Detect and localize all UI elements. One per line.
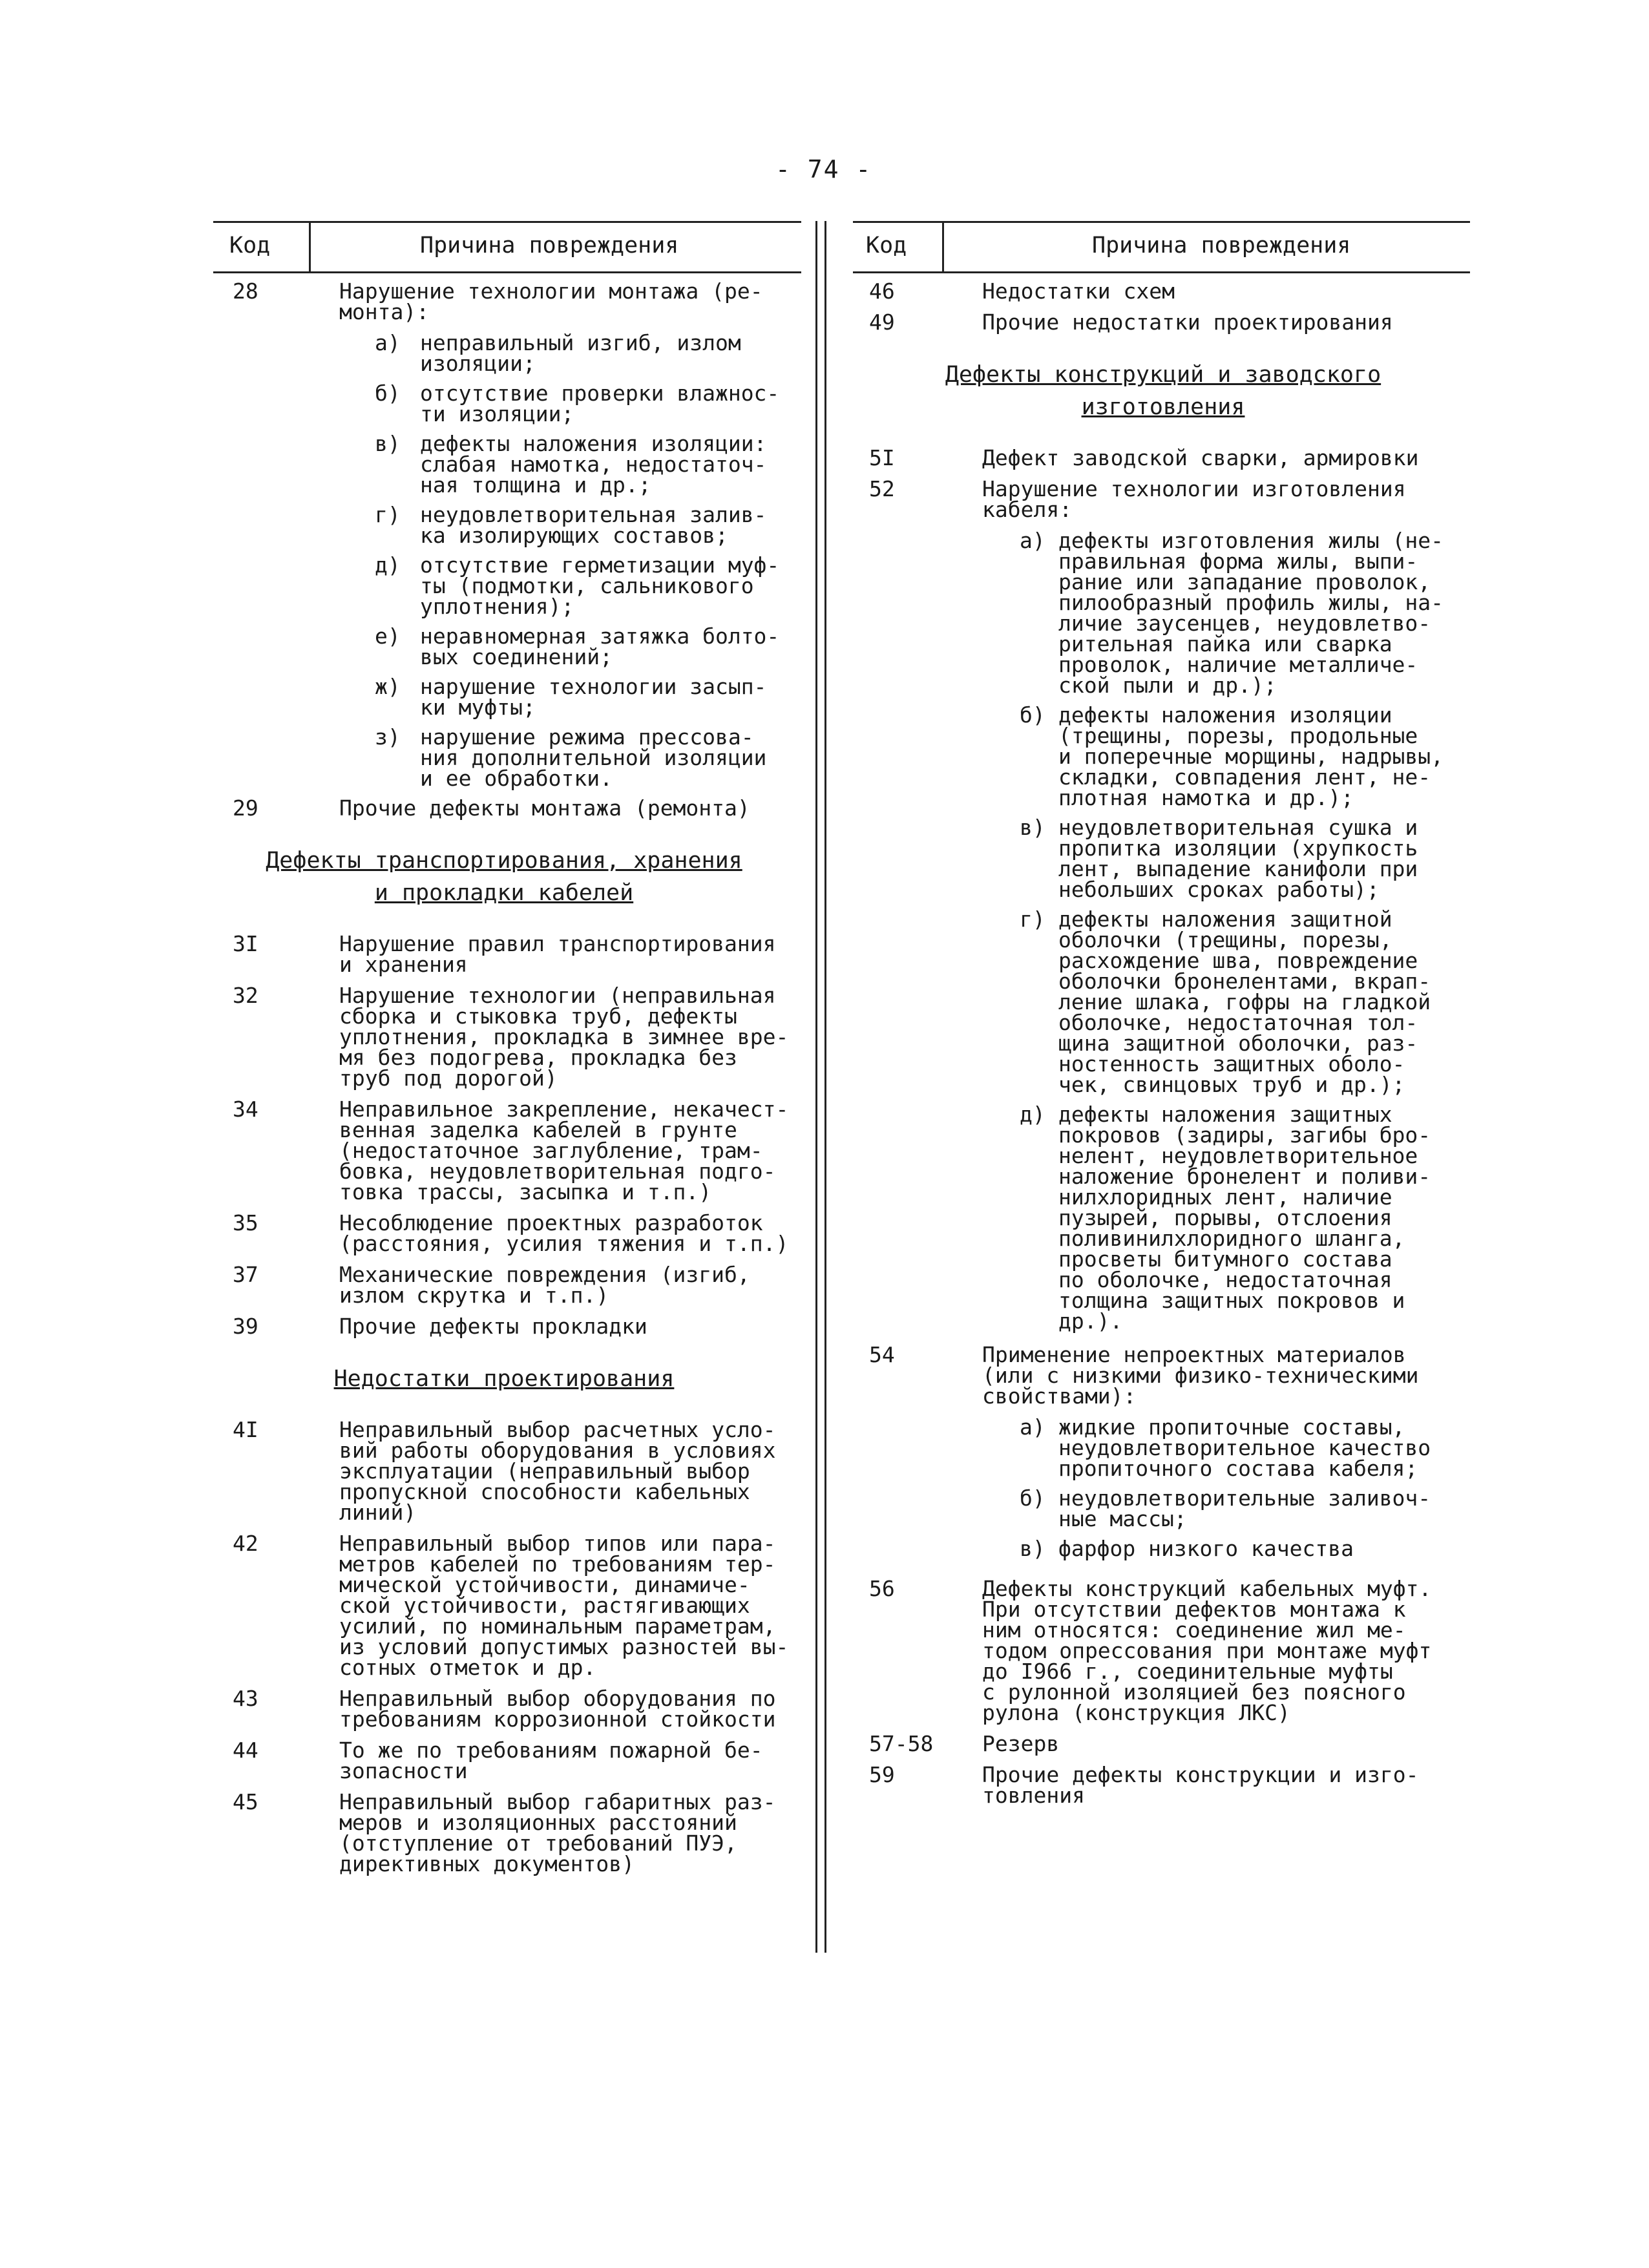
list-item	[853, 817, 1473, 900]
item-mark: б)	[375, 381, 401, 406]
row-text: То же по требованиям пожарной бе- зопасности	[339, 1738, 763, 1783]
page-number: - 74 -	[775, 155, 872, 184]
item-mark: а)	[375, 330, 401, 355]
list-item	[853, 1414, 1473, 1481]
table-row	[213, 1210, 795, 1256]
section-heading-design: Недостатки проектирования	[333, 1366, 675, 1392]
row-code: 28	[233, 278, 258, 304]
row-text: Прочие дефекты монтажа (ремонта)	[339, 795, 750, 821]
header-code-left: Код	[229, 233, 271, 258]
row-text: Нарушение технологии изготовления кабеля:	[982, 476, 1406, 522]
left-code-divider	[309, 221, 311, 273]
item-mark: г)	[375, 502, 401, 527]
item-mark: в)	[1020, 1536, 1045, 1561]
list-item	[853, 702, 1473, 810]
section-heading-construction: Дефекты конструкций и заводского изготовления	[945, 362, 1381, 420]
row-code: 44	[233, 1738, 258, 1763]
section-heading-transport: Дефекты транспортирования, хранения и прокладки кабелей	[266, 848, 742, 906]
item-text: неравномерная затяжка болто- вых соединений;	[420, 624, 780, 669]
row-code: 5I	[869, 445, 895, 470]
header-top-rule-left	[213, 221, 801, 223]
row-code: 29	[233, 795, 258, 821]
row-code: 54	[869, 1342, 895, 1367]
table-row	[853, 278, 1473, 304]
table-row	[853, 1342, 1473, 1409]
table-row	[213, 1417, 795, 1525]
row-code: 4I	[233, 1417, 258, 1442]
list-item	[213, 383, 795, 425]
row-code: 52	[869, 476, 895, 501]
row-text: Резерв	[982, 1731, 1060, 1756]
list-item	[213, 626, 795, 667]
row-text: Прочие дефекты прокладки	[339, 1314, 647, 1339]
list-item	[853, 530, 1473, 696]
list-item	[853, 909, 1473, 1095]
row-text: Нарушение технологии монтажа (ре- монта):	[339, 278, 763, 324]
row-text: Нарушение правил транспортирования и хранения	[339, 931, 776, 977]
row-code: 32	[233, 983, 258, 1008]
row-code: 49	[869, 310, 895, 335]
header-reason-right: Причина повреждения	[1092, 233, 1351, 258]
row-text: Несоблюдение проектных разработок (расстояния, усилия тяжения и т.п.)	[339, 1210, 789, 1256]
item-mark: ж)	[375, 674, 401, 699]
row-code: 39	[233, 1314, 258, 1339]
row-code: 59	[869, 1762, 895, 1787]
item-mark: б)	[1020, 702, 1045, 728]
header-bottom-rule-right	[853, 271, 1470, 273]
item-text: нарушение технологии засып- ки муфты;	[420, 674, 767, 720]
item-mark: а)	[1020, 1414, 1045, 1440]
item-text: отсутствие герметизации муф- ты (подмотки, сальникового уплотнения);	[420, 552, 780, 619]
row-code: 56	[869, 1576, 895, 1601]
row-text: Прочие дефекты конструкции и изго- товления	[982, 1762, 1419, 1808]
table-row	[213, 1688, 795, 1730]
header-bottom-rule-left	[213, 271, 801, 273]
item-mark: з)	[375, 724, 401, 750]
table-row	[853, 1762, 1473, 1808]
item-text: неудовлетворительная сушка и пропитка изоляции (хрупкость лент, выпадение канифоли при небольших сроках работы);	[1058, 815, 1418, 902]
item-mark: б)	[1020, 1486, 1045, 1511]
table-row	[213, 985, 795, 1089]
item-mark: д)	[375, 552, 401, 578]
table-row	[213, 1533, 795, 1678]
row-text: Неправильный выбор типов или пара- метров кабелей по требованиям тер- мической устойчивости, динамиче- ской устойчивости, растягивающих усилий, по номинальным параметрам, из условий допустимых разностей вы- сотных отметок и др.	[339, 1531, 789, 1680]
header-top-rule-right	[853, 221, 1470, 223]
table-row	[853, 445, 1473, 470]
row-text: Неправильный выбор габаритных раз- меров и изоляционных расстояний (отступление от требований ПУЭ, директивных документов)	[339, 1789, 776, 1876]
table-row	[213, 931, 795, 977]
item-mark: е)	[375, 624, 401, 649]
row-text: Неправильный выбор оборудования по требованиям коррозионной стойкости	[339, 1686, 776, 1732]
right-code-divider	[942, 221, 944, 273]
row-text: Механические повреждения (изгиб, излом скрутка и т.п.)	[339, 1262, 750, 1308]
row-text: Прочие недостатки проектирования	[982, 310, 1393, 335]
item-mark: в)	[375, 431, 401, 456]
row-code: 34	[233, 1097, 258, 1122]
row-text: Недостатки схем	[982, 278, 1175, 304]
item-text: дефекты наложения изоляции (трещины, порезы, продольные и поперечные морщины, надрывы, складки, совпадения лент, не- плотная намотка и др.);	[1058, 702, 1444, 810]
item-text: неправильный изгиб, излом изоляции;	[420, 330, 741, 376]
table-row	[213, 1099, 795, 1202]
item-text: жидкие пропиточные составы, неудовлетворительное качество пропиточного состава кабеля;	[1058, 1414, 1431, 1481]
table-row	[853, 312, 1473, 333]
item-text: дефекты наложения защитной оболочки (трещины, порезы, расхождение шва, повреждение оболочки бронелентами, вкрап- ление шлака, гофры на гладкой оболочке, недостаточная тол- щина защитной оболочки, раз- ностенность защитных оболо- чек, свинцовых труб и др.);	[1058, 907, 1431, 1097]
row-text: Нарушение технологии (неправильная сборка и стыковка труб, дефекты уплотнения, прокладка в зимнее вре- мя без подогрева, прокладка без труб под дорогой)	[339, 983, 789, 1091]
item-mark: г)	[1020, 907, 1045, 932]
list-item	[213, 552, 795, 619]
list-item	[213, 724, 795, 791]
item-text: дефекты наложения защитных покровов (задиры, загибы бро- нелент, неудовлетворительное наложение бронелент и поливи- нилхлоридных лент, наличие пузырей, порывы, отслоения поливинилхлоридного шланга, просветы битумного состава по оболочке, недостаточная толщина защитных покровов и др.).	[1058, 1102, 1431, 1334]
right-rows	[853, 278, 1473, 1816]
row-text: Неправильное закрепление, некачест- венная заделка кабелей в грунте (недостаточное заглубление, трам- бовка, неудовлетворительная подго- товка трассы, засыпка и т.п.)	[339, 1097, 789, 1204]
left-rows	[213, 278, 795, 1885]
table-row	[213, 1740, 795, 1781]
row-text: Дефекты конструкций кабельных муфт. При отсутствии дефектов монтажа к ним относятся: соединение жил ме- тодом опрессования при монтаже муфт до I966 г., соединительные муфты с рулонной изоляцией без поясного рулона (конструкция ЛКС)	[982, 1576, 1432, 1725]
table-row	[853, 476, 1473, 522]
row-code: 46	[869, 278, 895, 304]
list-item	[213, 330, 795, 376]
row-code: 37	[233, 1262, 258, 1287]
row-code: 42	[233, 1531, 258, 1556]
center-double-rule-a	[815, 221, 817, 1953]
item-text: неудовлетворительная залив- ка изолирующих составов;	[420, 502, 767, 548]
table-row	[213, 1316, 795, 1337]
row-text: Неправильный выбор расчетных усло- вий работы оборудования в условиях эксплуатации (неправильный выбор пропускной способности кабельных линий)	[339, 1417, 776, 1525]
item-text: дефекты наложения изоляции: слабая намотка, недостаточ- ная толщина и др.;	[420, 431, 767, 498]
item-mark: а)	[1020, 528, 1045, 553]
item-mark: в)	[1020, 815, 1045, 840]
header-code-right: Код	[866, 233, 907, 258]
row-code: 57-58	[869, 1731, 934, 1756]
row-code: 35	[233, 1210, 258, 1235]
list-item	[853, 1538, 1473, 1559]
list-item	[213, 502, 795, 548]
table-row	[213, 795, 795, 821]
row-code: 45	[233, 1789, 258, 1814]
table-row	[213, 1789, 795, 1876]
row-code: 43	[233, 1686, 258, 1711]
item-text: неудовлетворительные заливоч- ные массы;	[1058, 1486, 1431, 1531]
table-row	[213, 278, 795, 324]
table-row	[853, 1576, 1473, 1725]
item-text: фарфор низкого качества	[1058, 1536, 1354, 1561]
item-mark: д)	[1020, 1102, 1045, 1127]
header-reason-left: Причина повреждения	[420, 233, 679, 258]
list-item	[853, 1488, 1473, 1529]
row-text: Дефект заводской сварки, армировки	[982, 445, 1419, 470]
item-text: отсутствие проверки влажнос- ти изоляции;	[420, 381, 780, 426]
row-text: Применение непроектных материалов (или с низкими физико-техническими свойствами):	[982, 1342, 1419, 1409]
list-item	[213, 431, 795, 498]
list-item	[853, 1104, 1473, 1332]
row-code: 3I	[233, 931, 258, 956]
center-double-rule-b	[824, 221, 826, 1953]
item-text: дефекты изготовления жилы (не- правильная форма жилы, выпи- рание или западание проволок, пилообразный профиль жилы, на- личие заусенцев, неудовлетво- рительная пайка или сварка проволок, наличие металличе- ской пыли и др.);	[1058, 528, 1444, 698]
list-item	[213, 674, 795, 720]
table-row	[853, 1731, 1473, 1756]
item-text: нарушение режима прессова- ния дополнительной изоляции и ее обработки.	[420, 724, 767, 791]
table-row	[213, 1262, 795, 1308]
